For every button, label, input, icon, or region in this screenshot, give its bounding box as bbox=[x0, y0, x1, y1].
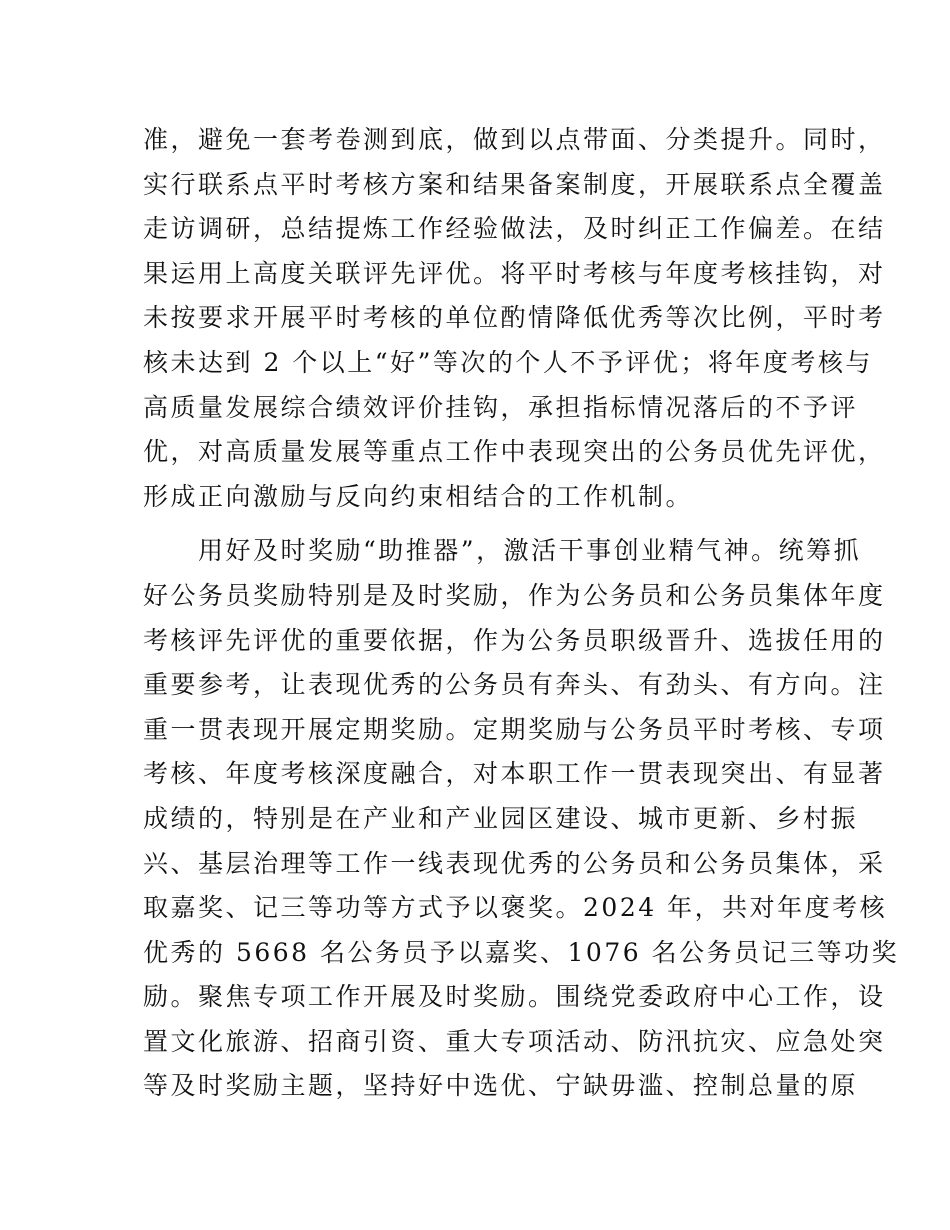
paragraph-2 bbox=[143, 529, 900, 1109]
text-line: 未按要求开展平时考核的单位酌情降低优秀等次比例，平时考 bbox=[143, 303, 886, 333]
text-line: 考核评先评优的重要依据，作为公务员职级晋升、选拔任用的 bbox=[143, 625, 886, 655]
paragraph-1 bbox=[143, 118, 886, 519]
text-line: 兴、基层治理等工作一线表现优秀的公务员和公务员集体，采 bbox=[143, 848, 886, 878]
text-line: 形成正向激励与反向约束相结合的工作机制。 bbox=[143, 481, 694, 511]
text-line: 重要参考，让表现优秀的公务员有奔头、有劲头、有方向。注 bbox=[143, 670, 886, 700]
text-line: 优秀的 5668 名公务员予以嘉奖、1076 名公务员记三等功奖 bbox=[143, 937, 900, 967]
text-line: 考核、年度考核深度融合，对本职工作一贯表现突出、有显著 bbox=[143, 759, 886, 789]
text-line: 果运用上高度关联评先评优。将平时考核与年度考核挂钩，对 bbox=[143, 258, 886, 288]
text-line: 高质量发展综合绩效评价挂钩，承担指标情况落后的不予评 bbox=[143, 392, 859, 422]
text-line: 置文化旅游、招商引资、重大专项活动、防汛抗灾、应急处突 bbox=[143, 1026, 886, 1056]
text-line: 成绩的，特别是在产业和产业园区建设、城市更新、乡村振 bbox=[143, 803, 859, 833]
paragraph-spacer bbox=[143, 519, 808, 529]
text-line: 取嘉奖、记三等功等方式予以褒奖。2024 年，共对年度考核 bbox=[143, 893, 888, 923]
text-line: 用好及时奖励“助推器”，激活干事创业精气神。统筹抓 bbox=[143, 536, 862, 566]
text-line: 实行联系点平时考核方案和结果备案制度，开展联系点全覆盖 bbox=[143, 169, 886, 199]
text-line: 核未达到 2 个以上“好”等次的个人不予评优；将年度考核与 bbox=[143, 347, 873, 377]
text-line: 励。聚焦专项工作开展及时奖励。围绕党委政府中心工作，设 bbox=[143, 982, 886, 1012]
text-line: 优，对高质量发展等重点工作中表现突出的公务员优先评优， bbox=[143, 437, 886, 467]
text-line: 走访调研，总结提炼工作经验做法，及时纠正工作偏差。在结 bbox=[143, 214, 886, 244]
text-line: 等及时奖励主题，坚持好中选优、宁缺毋滥、控制总量的原 bbox=[143, 1071, 859, 1101]
text-line: 好公务员奖励特别是及时奖励，作为公务员和公务员集体年度 bbox=[143, 580, 886, 610]
text-line: 重一贯表现开展定期奖励。定期奖励与公务员平时考核、专项 bbox=[143, 714, 886, 744]
text-line: 准，避免一套考卷测到底，做到以点带面、分类提升。同时， bbox=[143, 125, 886, 154]
document-body bbox=[143, 118, 900, 1109]
